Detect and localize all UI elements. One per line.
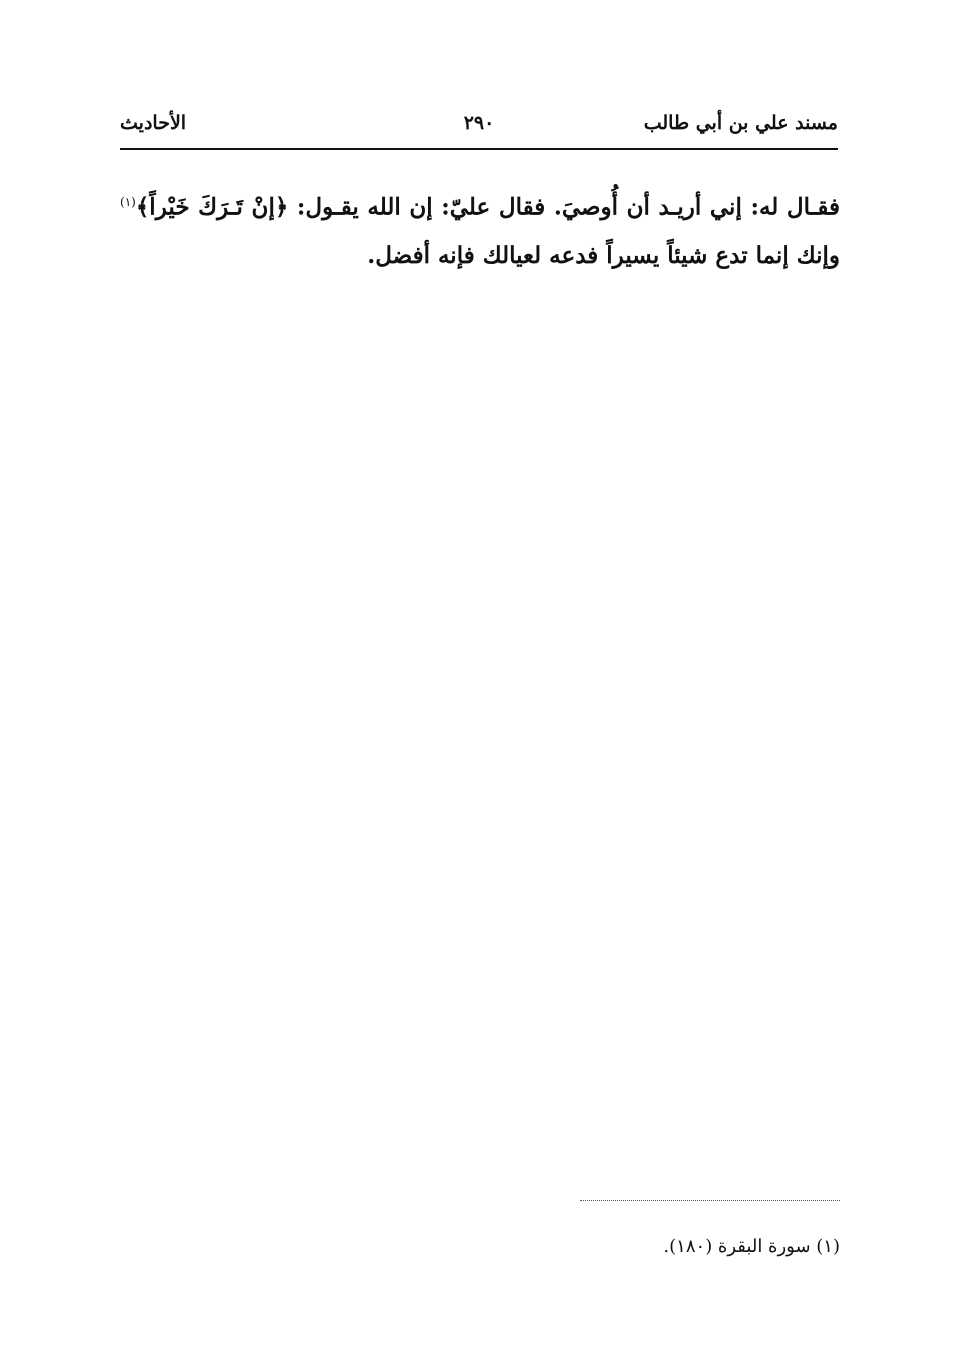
body-text-rest: وإنك إنما تدع شيئاً يسيراً فدعه لعيالك فإنه أفضل. — [367, 241, 840, 269]
footnote-reference: (١) — [120, 195, 136, 209]
body-text-main: فقـال له: إني أريـد أن أُوصيَ. فقال عليّ: إن الله يقـول: ﴿إنْ تَـرَكَ خَيْراً﴾ — [135, 193, 840, 221]
book-title: مسند علي بن أبي طالب — [643, 112, 838, 134]
header-divider — [120, 148, 838, 150]
body-paragraph — [120, 178, 840, 280]
running-header — [120, 108, 838, 148]
section-title: الأحاديث — [120, 112, 187, 134]
footnote: (١) سورة البقرة (١٨٠). — [663, 1236, 840, 1257]
page-number: ٢٩٠ — [463, 112, 495, 134]
footnote-divider — [580, 1200, 840, 1201]
